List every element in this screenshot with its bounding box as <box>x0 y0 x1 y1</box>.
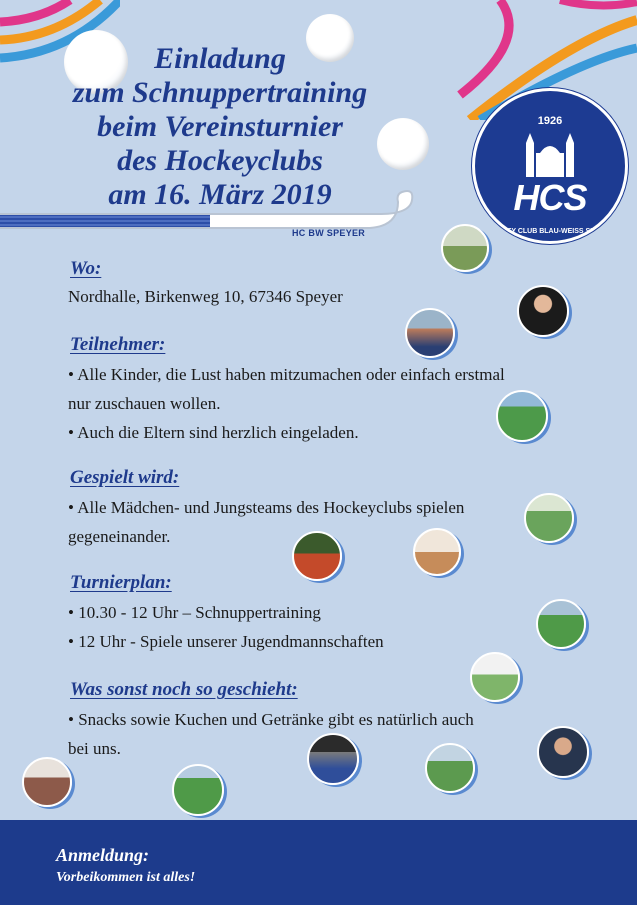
section-heading-wo: Wo: <box>70 258 102 279</box>
photo-circle <box>172 764 224 816</box>
photo-circle <box>524 493 574 543</box>
title-line: des Hockeyclubs <box>117 144 323 177</box>
photo-circle <box>22 757 72 807</box>
list-item: • Alle Kinder, die Lust haben mitzumachen oder einfach erstmal nur zuschauen wollen. <box>68 365 505 413</box>
logo-ring-text: HOCKEY CLUB BLAU-WEISS SPEYER <box>486 228 614 235</box>
title-line: am 16. März 2019 <box>108 178 332 211</box>
section-body-turnierplan <box>68 598 528 656</box>
photo-circle <box>292 531 342 581</box>
registration-heading: Anmeldung: <box>56 845 150 865</box>
photo-circle <box>307 733 359 785</box>
photo-circle <box>413 528 461 576</box>
section-heading-turnierplan: Turnierplan: <box>70 572 172 593</box>
section-heading-teilnehmer: Teilnehmer: <box>70 334 166 355</box>
photo-circle <box>405 308 455 358</box>
list-item: • Alle Mädchen- und Jungsteams des Hockeyclubs spielen gegeneinander. <box>68 498 465 546</box>
club-logo <box>472 88 628 244</box>
location-text: Nordhalle, Birkenweg 10, 67346 Speyer <box>68 287 343 306</box>
photo-circle <box>425 743 475 793</box>
registration-text: Vorbeikommen ist alles! <box>56 870 196 885</box>
list-item: • Auch die Eltern sind herzlich eingeladen. <box>68 423 359 442</box>
photo-circle <box>470 652 520 702</box>
title-line: zum Schnuppertraining <box>72 76 368 109</box>
title-line: Einladung <box>154 42 286 75</box>
section-body-wo <box>68 282 528 311</box>
logo-initials: HCS <box>513 177 587 218</box>
section-heading-sonst: Was sonst noch so geschieht: <box>70 679 298 700</box>
section-heading-gespielt: Gespielt wird: <box>70 467 180 488</box>
photo-circle <box>536 599 586 649</box>
photo-circle <box>517 285 569 337</box>
cathedral-icon <box>520 133 580 177</box>
photo-circle <box>537 726 589 778</box>
list-item: • Snacks sowie Kuchen und Getränke gibt es natürlich auch bei uns. <box>68 710 474 758</box>
list-item: • 12 Uhr - Spiele unserer Jugendmannschaften <box>68 632 384 651</box>
hockey-stick-icon <box>0 182 440 244</box>
title-line: beim Vereinsturnier <box>97 110 343 143</box>
section-body-teilnehmer <box>68 360 508 447</box>
photo-circle <box>441 224 489 272</box>
stick-label: HC BW SPEYER <box>292 228 366 238</box>
list-item: • 10.30 - 12 Uhr – Schnuppertraining <box>68 603 321 622</box>
photo-circle <box>496 390 548 442</box>
logo-year: 1926 <box>537 115 563 127</box>
